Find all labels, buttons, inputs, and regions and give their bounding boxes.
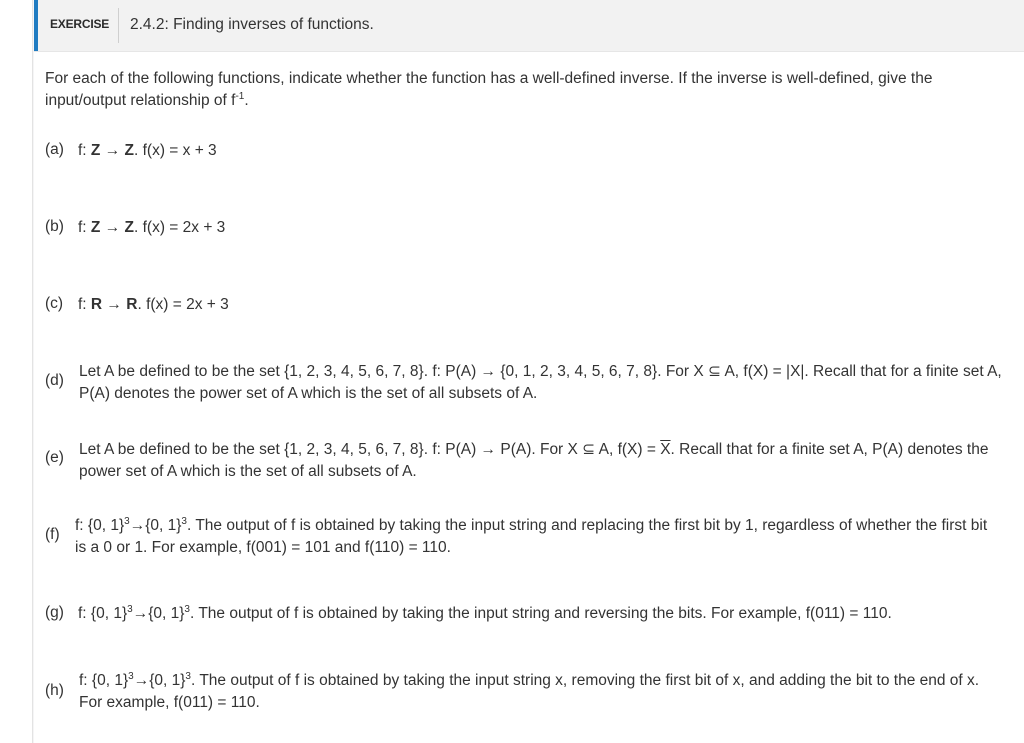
item-e-text: Let A be defined to be the set {1, 2, 3, 4, 5, 6, 7, 8}. f: P(A) → P(A). For X ⊆ A, $f(X) = \overline{X}$. Recall that for a finite set A, P(A) denotes the power set of A which is the set of all subsets of A.	[79, 441, 989, 480]
item-d-text: Let A be defined to be the set {1, 2, 3, 4, 5, 6, 7, 8}. f: P(A) → {0, 1, 2, 3, 4, 5, 6, 7, 8}. For X ⊆ A, f(X) = |X|. Recall that for a finite set A, P(A) denotes the power set of A which is the set of all subsets of A.	[79, 363, 1002, 402]
item-h-text: f: {0, 1}$^3$→{0, 1}$^3$. The output of f is obtained by taking the input string x, removing the first bit of x, and adding the bit to the end of x. For example, f(011) = 110.	[79, 670, 980, 711]
item-b-text: f: Z → Z. f(x) = 2x + 3	[78, 219, 226, 236]
item-g-label: (g)	[45, 604, 64, 621]
item-h-label: (h)	[45, 682, 64, 699]
item-f-label: (f)	[45, 526, 60, 543]
intro-line-2: input/output relationship of $f^{-1}$.	[45, 90, 249, 109]
intro-paragraph	[45, 68, 932, 112]
exercise-body	[34, 52, 1024, 743]
exercise-header	[34, 0, 1024, 52]
intro-line-1: For each of the following functions, indicate whether the function has a well-defined inverse. If the inverse is well-defined, give the	[45, 70, 933, 87]
accent-bar	[34, 0, 38, 51]
item-a-text: f: Z → Z. f(x) = x + 3	[78, 142, 217, 159]
item-c-label: (c)	[45, 295, 64, 312]
item-e-label: (e)	[45, 449, 64, 466]
item-d-label: (d)	[45, 372, 64, 389]
item-a-label: (a)	[45, 141, 64, 158]
header-divider	[118, 8, 119, 43]
item-f-text: f: {0, 1}$^3$→{0, 1}$^3$. The output of f is obtained by taking the input string and replacing the first bit by 1, regardless of whether the first bit is a 0 or 1. For example, f(001) = 101 and f(110) = 110.	[75, 515, 988, 556]
item-g-text: f: {0, 1}$^3$→{0, 1}$^3$. The output of f is obtained by taking the input string and reversing the bits. For example, f(011) = 110.	[78, 603, 892, 622]
item-c-text: f: R → R. f(x) = 2x + 3	[78, 296, 229, 313]
exercise-title: 2.4.2: Finding inverses of functions.	[130, 16, 374, 33]
item-b-label: (b)	[45, 218, 64, 235]
exercise-tag: EXERCISE	[50, 17, 110, 31]
